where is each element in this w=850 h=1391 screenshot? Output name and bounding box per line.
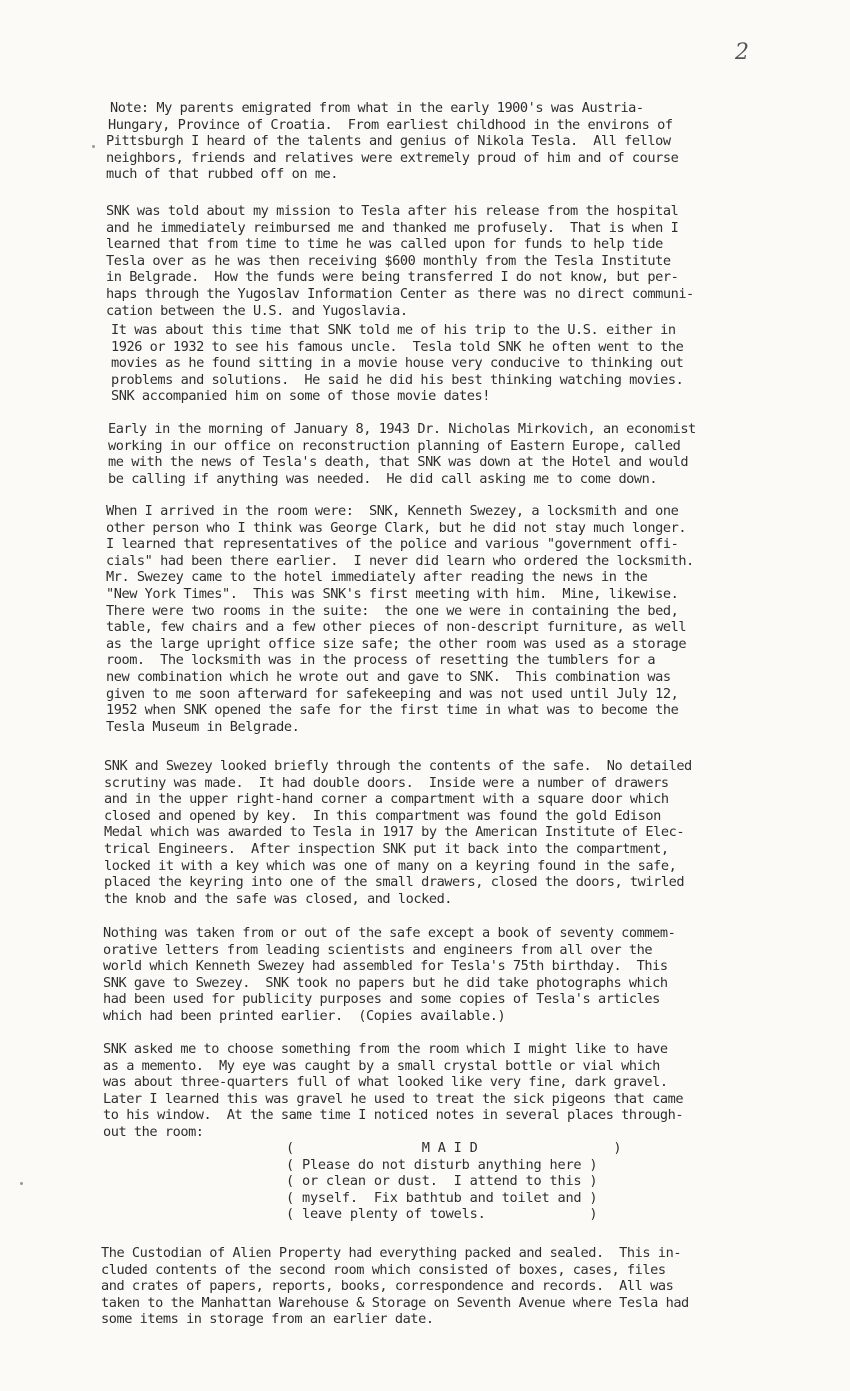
text-line: It was about this time that SNK told me of his trip to the U.S. either in bbox=[111, 322, 676, 338]
text-line: The Custodian of Alien Property had everything packed and sealed. This in- bbox=[101, 1245, 682, 1261]
text-line: in Belgrade. How the funds were being transferred I do not know, but per- bbox=[106, 269, 679, 286]
text-line: SNK gave to Swezey. SNK took no papers but he did take photographs which bbox=[103, 974, 668, 991]
page-number: 2 bbox=[735, 40, 749, 65]
maid-note-line: ( Please do not disturb anything here ) bbox=[286, 1156, 598, 1173]
text-line: and in the upper right-hand corner a compartment with a square door which bbox=[104, 791, 669, 808]
text-line: the knob and the safe was closed, and locked. bbox=[104, 890, 453, 907]
text-line: much of that rubbed off on me. bbox=[106, 166, 339, 183]
text-line: new combination which he wrote out and gave to SNK. This combination was bbox=[106, 669, 671, 685]
text-line: taken to the Manhattan Warehouse & Storage on Seventh Avenue where Tesla had bbox=[101, 1294, 689, 1311]
text-line: Nothing was taken from or out of the safe except a book of seventy commem- bbox=[103, 925, 676, 941]
maid-note-line: ( myself. Fix bathtub and toilet and ) bbox=[286, 1189, 598, 1206]
text-line: Note: My parents emigrated from what in the early 1900's was Austria- bbox=[110, 100, 644, 116]
text-line: "New York Times". This was SNK's first meeting with him. Mine, likewise. bbox=[106, 586, 679, 602]
text-line: haps through the Yugoslav Information Center as there was no direct communi- bbox=[106, 286, 694, 302]
text-line: SNK and Swezey looked briefly through the contents of the safe. No detailed bbox=[104, 758, 692, 774]
text-line: cation between the U.S. and Yugoslavia. bbox=[106, 302, 408, 319]
text-line: There were two rooms in the suite: the one we were in containing the bed, bbox=[106, 602, 679, 619]
text-line: Hungary, Province of Croatia. From earliest childhood in the environs of bbox=[108, 116, 673, 133]
text-line: cials" had been there earlier. I never did learn who ordered the locksmith. bbox=[106, 552, 694, 569]
text-line: Early in the morning of January 8, 1943 Dr. Nicholas Mirkovich, an economist bbox=[108, 421, 696, 437]
maid-note-heading: ( M A I D ) bbox=[286, 1140, 622, 1156]
text-line: out the room: bbox=[103, 1124, 204, 1140]
text-line: movies as he found sitting in a movie house very conducive to thinking out bbox=[111, 355, 684, 372]
text-line: closed and opened by key. In this compartment was found the gold Edison bbox=[104, 807, 661, 824]
text-line: orative letters from leading scientists and engineers from all over the bbox=[103, 941, 653, 958]
text-line: Medal which was awarded to Tesla in 1917 by the American Institute of Elec- bbox=[104, 824, 685, 841]
text-line: which had been printed earlier. (Copies available.) bbox=[103, 1008, 506, 1024]
text-line: as the large upright office size safe; the other room was used as a storage bbox=[106, 635, 687, 652]
text-line: locked it with a key which was one of many on a keyring found in the safe, bbox=[104, 857, 677, 874]
maid-note-line: ( or clean or dust. I attend to this ) bbox=[286, 1173, 598, 1190]
text-line: 1926 or 1932 to see his famous uncle. Tesla told SNK he often went to the bbox=[111, 338, 684, 355]
text-line: Mr. Swezey came to the hotel immediately after reading the news in the bbox=[106, 569, 648, 586]
text-line: working in our office on reconstruction planning of Eastern Europe, called bbox=[108, 437, 681, 454]
text-line: When I arrived in the room were: SNK, Kenneth Swezey, a locksmith and one bbox=[106, 503, 679, 519]
text-line: cluded contents of the second room which consisted of boxes, cases, files bbox=[101, 1261, 666, 1278]
text-line: room. The locksmith was in the process of resetting the tumblers for a bbox=[106, 652, 656, 669]
text-line: problems and solutions. He said he did his best thinking watching movies. bbox=[111, 371, 684, 388]
text-line: Later I learned this was gravel he used to treat the sick pigeons that came bbox=[103, 1090, 684, 1107]
paper-speck bbox=[92, 145, 95, 148]
text-line: Tesla Museum in Belgrade. bbox=[106, 718, 300, 735]
text-line: neighbors, friends and relatives were extremely proud of him and of course bbox=[106, 149, 679, 166]
text-line: SNK asked me to choose something from the room which I might like to have bbox=[103, 1041, 668, 1057]
text-line: was about three-quarters full of what looked like very fine, dark gravel. bbox=[103, 1074, 668, 1091]
text-line: some items in storage from an earlier date. bbox=[101, 1311, 434, 1328]
text-line: given to me soon afterward for safekeeping and was not used until July 12, bbox=[106, 685, 679, 702]
text-line: SNK was told about my mission to Tesla after his release from the hospital bbox=[106, 203, 679, 219]
text-line: 1952 when SNK opened the safe for the first time in what was to become the bbox=[106, 702, 679, 719]
text-line: and he immediately reimbursed me and thanked me profusely. That is when I bbox=[106, 219, 679, 236]
text-line: had been used for publicity purposes and some copies of Tesla's articles bbox=[103, 991, 660, 1008]
text-line: scrutiny was made. It had double doors. Inside were a number of drawers bbox=[104, 774, 669, 791]
text-line: to his window. At the same time I noticed notes in several places through- bbox=[103, 1107, 684, 1124]
text-line: I learned that representatives of the police and various "government offi- bbox=[106, 536, 679, 553]
text-line: me with the news of Tesla's death, that SNK was down at the Hotel and would bbox=[108, 454, 689, 471]
maid-note-line: ( leave plenty of towels. ) bbox=[286, 1206, 598, 1223]
text-line: Tesla over as he was then receiving $600 monthly from the Tesla Institute bbox=[106, 252, 671, 269]
text-line: world which Kenneth Swezey had assembled for Tesla's 75th birthday. This bbox=[103, 958, 668, 975]
text-line: other person who I think was George Clark, but he did not stay much longer. bbox=[106, 519, 687, 536]
text-line: and crates of papers, reports, books, correspondence and records. All was bbox=[101, 1278, 674, 1295]
text-line: as a memento. My eye was caught by a small crystal bottle or vial which bbox=[103, 1057, 660, 1074]
text-line: learned that from time to time he was called upon for funds to help tide bbox=[106, 236, 663, 253]
text-line: placed the keyring into one of the small drawers, closed the doors, twirled bbox=[104, 874, 685, 891]
text-line: table, few chairs and a few other pieces of non-descript furniture, as well bbox=[106, 619, 687, 636]
text-line: trical Engineers. After inspection SNK put it back into the compartment, bbox=[104, 841, 669, 857]
paper-speck bbox=[20, 1182, 23, 1185]
text-line: be calling if anything was needed. He did call asking me to come down. bbox=[108, 470, 658, 487]
text-line: SNK accompanied him on some of those movie dates! bbox=[111, 388, 490, 405]
text-line: Pittsburgh I heard of the talents and genius of Nikola Tesla. All fellow bbox=[106, 133, 671, 150]
